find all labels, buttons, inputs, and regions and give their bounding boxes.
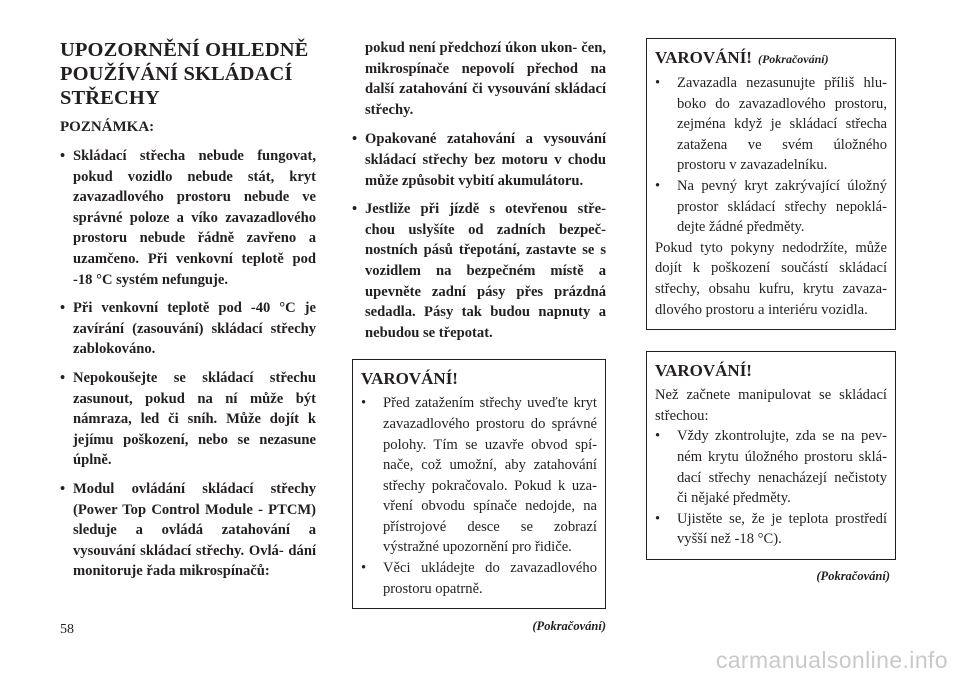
bullet: • [352,201,358,218]
bullet: • [60,300,66,317]
warning-item [655,73,887,176]
warning-list [655,73,887,238]
continued-label: (Pokračování) [532,619,606,634]
watermark: carmanualsonline.info [715,647,948,673]
note-list-more [352,129,606,343]
middle-column [352,38,606,634]
warning-box-continued [646,38,896,330]
note-list [60,146,316,582]
note-text: Opakované zatahování a vysouvání skládací střechy bez motoru v chodu může způsobit vybití akumulátoru. [365,131,606,189]
note-item [60,368,316,471]
warning-text: Na pevný kryt zakrývající úložný prostor skládací střechy nepoklá- dejte žádné předměty. [677,177,887,236]
note-item [60,146,316,290]
warning-title-text: VAROVÁNÍ! [655,48,752,67]
title-line: STŘECHY [60,87,160,109]
warning-item [361,393,597,558]
bullet: • [655,428,661,445]
warning-title [655,47,887,70]
warning-box-2 [646,351,896,560]
warning-intro: Než začnete manipulovat se skládací střechou: [655,387,887,424]
warning-text: Věci ukládejte do zavazadlového prostoru opatrně. [383,560,597,597]
note-text: Modul ovládání skládací střechy (Power Top Control Module - PTCM) sleduje a ovládá zatahování a vysouvání skládací střechy. Ovlá- dání monitoruje řada mikrospínačů: [73,480,316,580]
warning-title: VAROVÁNÍ! [655,361,752,381]
warning-item [655,426,887,508]
warning-list [361,393,597,599]
bullet: • [60,148,66,164]
warning-item [655,176,887,238]
bullet: • [655,75,661,91]
note-item [60,479,316,582]
title-line: POUŽÍVÁNÍ SKLÁDACÍ [60,63,293,85]
bullet: • [655,510,661,527]
left-column [60,38,316,590]
warning-item [655,509,887,550]
note-item [352,199,606,343]
warning-text: Před zatažením střechy uveďte kryt zavazadlového prostoru do správné polohy. Tím se uzavře obvod spí- nače, což umožní, aby zatahování střechy pokračovalo. Pokud k uza- vření obvodu spínače nedojde, na přístrojové desce se zobrazí výstražné upozornění pro řidiče. [383,395,597,556]
note-continuation: pokud není předchozí úkon ukon- čen, mikrospínače nepovolí přechod na další zatahování či vysouvání skládací střechy. [365,40,606,118]
page-number: 58 [60,622,74,637]
warning-item [361,558,597,599]
note-item [352,129,606,191]
note-text: Skládací střecha nebude fungovat, pokud vozidlo nebude stát, kryt zavazadlového prostoru nebude ve správné poloze a víko zavazadlového prostoru nebude řádně zavřeno a uzamčeno. Při venkovní teplotě pod -18 °C systém nefunguje. [73,148,316,288]
note-text: Jestliže při jízdě s otevřenou stře- chou uslyšíte od zadních bezpeč- nostních pásů třepotání, zastavte se s vozidlem na bezpečném místě a upevněte zadní pásy přes prázdná sedadla. Pásy tak budou napnuty a nebudou se třepotat. [365,201,606,341]
warning-title: VAROVÁNÍ! [361,369,458,389]
note-text: Nepokoušejte se skládací střechu zasunout, pokud na ní může být námraza, led či sníh. Může dojít k jejímu poškození, nebo se nezasune úplně. [73,369,316,469]
note-text: Při venkovní teplotě pod -40 °C je zavírání (zasouvání) skládací střechy zablokováno. [73,300,316,358]
continued-label: (Pokračování) [816,568,890,583]
warning-subtitle: (Pokračování) [757,52,829,66]
bullet: • [361,560,367,577]
note-item [60,298,316,360]
warning-text: Zavazadla nezasunujte příliš hlu- boko do zavazadlového prostoru, zejména když je skládací střecha zatažena ve svém úložného prostoru v zavazadelníku. [677,75,887,174]
note-heading: POZNÁMKA: [60,119,155,135]
right-column [646,38,896,584]
warning-paragraph: Pokud tyto pokyny nedodržíte, může dojít k poškození součástí skládací střechy, obsahu kufru, krytu zavaza- dlového prostoru a interiéru vozidla. [655,239,887,318]
bullet: • [60,369,66,386]
bullet: • [655,177,661,194]
warning-box [352,359,606,609]
title-line: UPOZORNĚNÍ OHLEDNĚ [60,39,309,61]
warning-text: Ujistěte se, že je teplota prostředí vyšší než -18 °C). [677,510,887,548]
section-title [60,38,316,110]
warning-text: Vždy zkontrolujte, zda se na pev- ném krytu úložného prostoru sklá- dací střechy nenacházejí nečistoty či nějaké předměty. [677,428,887,507]
bullet: • [361,395,367,412]
bullet: • [60,480,66,497]
warning-list [655,426,887,550]
bullet: • [352,131,358,148]
